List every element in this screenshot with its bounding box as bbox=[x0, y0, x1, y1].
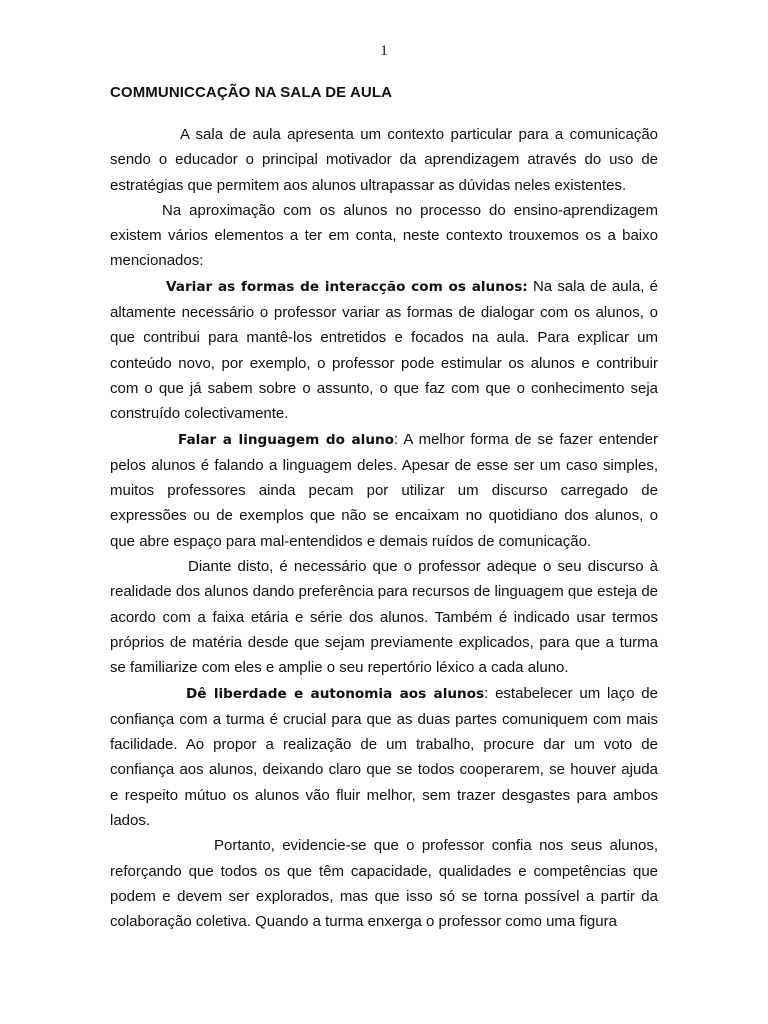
paragraph-text: Portanto, evidencie-se que o professor confia nos seus alunos, reforçando que todos os que têm capacidade, qualidades e competências que podem e devem ser explorados, mas que isso só se torna possível a partir da colaboração coletiva. Quando a turma enxerga o professor como uma figura bbox=[110, 837, 658, 931]
document-title: COMMUNICCAÇÃO NA SALA DE AULA bbox=[110, 84, 393, 101]
paragraph-liberdade bbox=[110, 681, 658, 834]
paragraph-text: Diante disto, é necessário que o professor adeque o seu discurso à realidade dos alunos dando preferência para recursos de linguagem que esteja de acordo com a faixa etária e série dos alunos. Também é indicado usar termos próprios de matéria desde que sejam previamente explicados, para que a turma se familiarize com eles e amplie o seu repertório léxico a cada aluno. bbox=[110, 558, 658, 677]
document-body bbox=[110, 122, 658, 935]
paragraph-elements bbox=[110, 198, 658, 274]
paragraph-text: A sala de aula apresenta um contexto particular para a comunicação sendo o educador o principal motivador da aprendizagem através do uso de estratégias que permitem aos alunos ultrapassar as dúvidas neles existentes. bbox=[110, 126, 658, 194]
paragraph-text: Na sala de aula, é altamente necessário o professor variar as formas de dialogar com os alunos, o que contribui para mantê-los entretidos e focados na aula. Para explicar um conteúdo novo, por exemplo, o professor pode estimular os alunos e contribuir com o que já sabem sobre o assunto, o que faz com que o conhecimento seja construído colectivamente. bbox=[110, 277, 658, 423]
paragraph-intro bbox=[110, 122, 658, 198]
paragraph-text: Na aproximação com os alunos no processo do ensino-aprendizagem existem vários elementos a ter em conta, neste contexto trouxemos os a baixo mencionados: bbox=[110, 201, 658, 270]
paragraph-lead: Dê liberdade e autonomia aos alunos bbox=[186, 685, 485, 702]
paragraph-diante bbox=[110, 554, 658, 680]
paragraph-linguagem bbox=[110, 427, 658, 554]
paragraph-portanto bbox=[110, 833, 658, 934]
page-number: 1 bbox=[380, 43, 388, 59]
paragraph-text: : estabelecer um laço de confiança com a turma é crucial para que as duas partes comuniquem com mais facilidade. Ao propor a realização de um trabalho, procure dar um voto de confiança aos alunos, deixando claro que se todos cooperarem, se houver ajuda e respeito mútuo os alunos vão fluir melhor, sem trazer desgastes para ambos lados. bbox=[110, 684, 658, 830]
paragraph-text: : A melhor forma de se fazer entender pelos alunos é falando a linguagem deles. Apesar de esse ser um caso simples, muitos professores ainda pecam por utilizar um discurso carregado de expressões ou de exemplos que não se encaixam no quotidiano dos alunos, o que abre espaço para mal-entendidos e demais ruídos de comunicação. bbox=[110, 430, 658, 550]
paragraph-variar bbox=[110, 274, 658, 427]
paragraph-lead: Variar as formas de interacção com os alunos: bbox=[166, 278, 528, 295]
paragraph-lead: Falar a linguagem do aluno bbox=[178, 431, 395, 448]
